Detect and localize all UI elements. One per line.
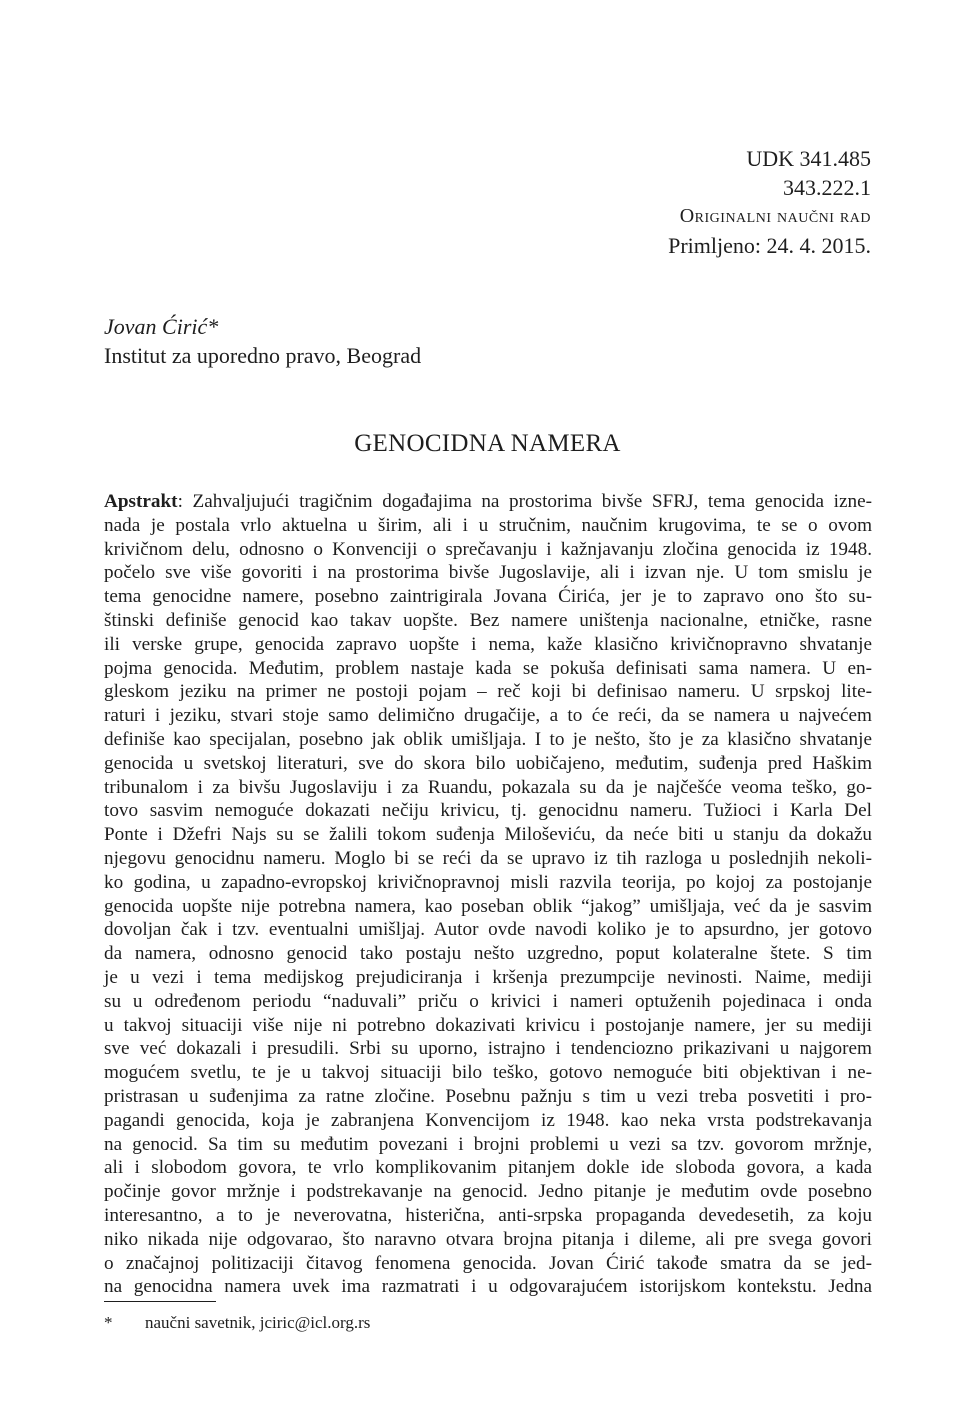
abstract-line bbox=[104, 514, 872, 538]
abstract-label: Apstrakt bbox=[104, 491, 178, 512]
abstract-line-text: interesantno, a to je neverovatna, histerična, anti-srpska propaganda devedesetih, za koju bbox=[104, 1204, 872, 1226]
abstract-line-text: tribunalom i za bivšu Jugoslaviju i za Ruandu, pokazala su da je najčešće veoma teško, go- bbox=[104, 776, 872, 798]
abstract-first-line: : Zahvaljujući tragičnim događajima na prostorima bivše SFRJ, tema genocida izne- bbox=[177, 491, 872, 512]
abstract-line-text: o značajnoj politizaciji čitavog fenomena genocida. Jovan Ćirić takođe smatra da se jed- bbox=[104, 1252, 872, 1274]
abstract-line bbox=[104, 847, 872, 871]
abstract-line-text: mogućem svetlu, te je u takvoj situaciji bilo teško, gotovo nemoguće biti objektivan i ne- bbox=[104, 1062, 872, 1084]
abstract-line bbox=[104, 823, 872, 847]
abstract-line-text: niko nikada nije odgovarao, što naravno otvara brojna pitanja i dileme, ali pre svega govori bbox=[104, 1228, 872, 1250]
abstract-line bbox=[104, 680, 872, 704]
abstract-line bbox=[104, 1275, 872, 1299]
abstract-line bbox=[104, 585, 872, 609]
abstract-line-text: pristrasan u suđenjima za ratne zločine. Posebnu pažnju s tim u vezi treba posvetiti i pro- bbox=[104, 1085, 872, 1107]
author-block bbox=[104, 312, 421, 370]
abstract-line bbox=[104, 1156, 872, 1180]
abstract-line-text: genocida uopšte nije potrebna namera, kao poseban oblik “jakog” umišljaja, već da je sasvim bbox=[104, 895, 872, 917]
abstract-line bbox=[104, 776, 872, 800]
abstract-line-text: genocida u svetskoj literaturi, sve do skora bilo uobičajeno, međutim, suđenja pred Haškim bbox=[104, 752, 872, 774]
abstract-line bbox=[104, 1014, 872, 1038]
abstract-line bbox=[104, 966, 872, 990]
abstract-line-text: počinje govor mržnje i podstrekavanje na genocid. Jedno pitanje je međutim ovde posebno bbox=[104, 1181, 872, 1203]
abstract-line bbox=[104, 895, 872, 919]
footnote-marker: * bbox=[104, 1313, 113, 1332]
abstract-line-text: pagandi genocida, koja je zabranjena Konvencijom iz 1948. kao neka vrsta podstrekavanja bbox=[104, 1109, 872, 1131]
abstract-line-text: na genocid. Sa tim su međutim povezani i brojni problemi u vezi sa tzv. govorom mržnje, bbox=[104, 1133, 872, 1155]
abstract-line-text: da namera, odnosno genocid tako postaju nešto uzgredno, poput kolateralne štete. S tim bbox=[104, 943, 872, 965]
abstract-line-text: raturi i jeziku, stvari stoje samo delimično drugačije, a to će reći, da se namera u najvećem bbox=[104, 705, 872, 727]
abstract-line bbox=[104, 561, 872, 585]
received-date: Primljeno: 24. 4. 2015. bbox=[668, 233, 871, 258]
abstract bbox=[104, 490, 872, 1299]
abstract-line-text: Ponte i Džefri Najs su se žalili tokom suđenja Miloševiću, da neće biti u stanju da dokažu bbox=[104, 824, 872, 846]
article-type: Originalni naučni rad bbox=[679, 205, 871, 227]
abstract-line bbox=[104, 609, 872, 633]
abstract-line-text: su u određenom periodu “naduvali” priču o krivici i nameri optuženih pojedinaca i onda bbox=[104, 990, 872, 1012]
abstract-line bbox=[104, 918, 872, 942]
abstract-line-text: gleskom jeziku na primer ne postoji pojam – reč koji bi definisao nameru. U srpskoj lite- bbox=[104, 681, 872, 703]
abstract-line bbox=[104, 633, 872, 657]
abstract-line bbox=[104, 871, 872, 895]
abstract-line-text: njegovu genocidnu nameru. Moglo bi se reći da se upravo iz tih razloga u poslednjih nekoli- bbox=[104, 847, 872, 869]
abstract-line-text: ko godina, u zapadno-evropskoj krivičnopravnoj misli razvila teorija, po kojoj za postojanje bbox=[104, 871, 872, 893]
author-affiliation: Institut za uporedno pravo, Beograd bbox=[104, 343, 422, 368]
abstract-line-text: ili verske grupe, genocida zapravo uopšte i nema, kaže klasično krivičnopravno shvatanje bbox=[104, 633, 872, 655]
abstract-line-text: sve već dokazali i presudili. Srbi su uporno, istrajno i tendenciozno prikazivani u najgorem bbox=[104, 1038, 872, 1060]
footnote-separator bbox=[104, 1301, 216, 1302]
abstract-line bbox=[104, 538, 872, 562]
article-metadata bbox=[668, 144, 871, 260]
abstract-line bbox=[104, 1061, 872, 1085]
abstract-line-text: je u vezi i tema medijskog prejudiciranja i kršenja prezumpcije nevinosti. Naime, mediji bbox=[104, 966, 872, 988]
abstract-line bbox=[104, 1085, 872, 1109]
abstract-line-text: štinski definiše genocid kao takav uopšte. Bez namere uništenja nacionalne, etničke, rasne bbox=[104, 609, 872, 631]
abstract-line-text: u takvoj situaciji više nije ni potrebno dokazivati krivicu i postojanje namere, jer su mediji bbox=[104, 1014, 872, 1036]
paper-title: GENOCIDNA NAMERA bbox=[354, 430, 621, 457]
author-name: Jovan Ćirić* bbox=[104, 314, 219, 339]
abstract-line bbox=[104, 1204, 872, 1228]
abstract-line-text: počelo sve više govoriti i na prostorima bivše Jugoslavije, ali i izvan nje. U tom smislu je bbox=[104, 562, 872, 584]
abstract-line-text: tovo sasvim nemoguće dokazati nečiju krivicu, tj. genocidnu nameru. Tužioci i Karla Del bbox=[104, 800, 872, 822]
abstract-line bbox=[104, 704, 872, 728]
abstract-line bbox=[104, 1228, 872, 1252]
abstract-line bbox=[104, 1109, 872, 1133]
abstract-body bbox=[104, 514, 872, 1299]
footnote bbox=[104, 1312, 370, 1334]
abstract-line bbox=[104, 1252, 872, 1276]
abstract-line bbox=[104, 752, 872, 776]
abstract-line-text: na genocidna namera uvek ima razmatrati i u odgovarajućem istorijskom kontekstu. Jedna bbox=[104, 1276, 872, 1298]
abstract-line bbox=[104, 490, 872, 514]
abstract-line-text: dovoljan čak i tzv. eventualni umišljaj. Autor ovde navodi koliko je to apsurdno, jer gotovo bbox=[104, 919, 872, 941]
udk-code-1: UDK 341.485 bbox=[746, 146, 871, 171]
udk-code-2: 343.222.1 bbox=[783, 175, 871, 200]
abstract-line-text: definiše kao specijalan, posebno jak oblik umišljaja. I to je nešto, što je za klasično shvatanje bbox=[104, 728, 872, 750]
abstract-line bbox=[104, 942, 872, 966]
abstract-line-text: tema genocidne namere, posebno zaintrigirala Jovana Ćirića, jer je to zapravo ono što su- bbox=[104, 586, 872, 608]
abstract-line-text: krivičnom delu, odnosno o Konvenciji o sprečavanju i kažnjavanju zločina genocida iz 1948. bbox=[104, 538, 872, 560]
footnote-text: naučni savetnik, jciric@icl.org.rs bbox=[145, 1313, 371, 1332]
abstract-line bbox=[104, 657, 872, 681]
abstract-line bbox=[104, 1037, 872, 1061]
abstract-line-text: pojma genocida. Međutim, problem nastaje kada se pokuša definisati sama namera. U en- bbox=[104, 657, 872, 679]
abstract-line bbox=[104, 1180, 872, 1204]
abstract-line bbox=[104, 799, 872, 823]
abstract-line-text: nada je postala vrlo aktuelna u širim, ali i u stručnim, naučnim krugovima, te se o ovom bbox=[104, 514, 872, 536]
abstract-line bbox=[104, 1133, 872, 1157]
abstract-line bbox=[104, 728, 872, 752]
abstract-line bbox=[104, 990, 872, 1014]
abstract-line-text: ali i slobodom govora, te vrlo komplikovanim pitanjem dokle ide sloboda govora, a kada bbox=[104, 1157, 872, 1179]
